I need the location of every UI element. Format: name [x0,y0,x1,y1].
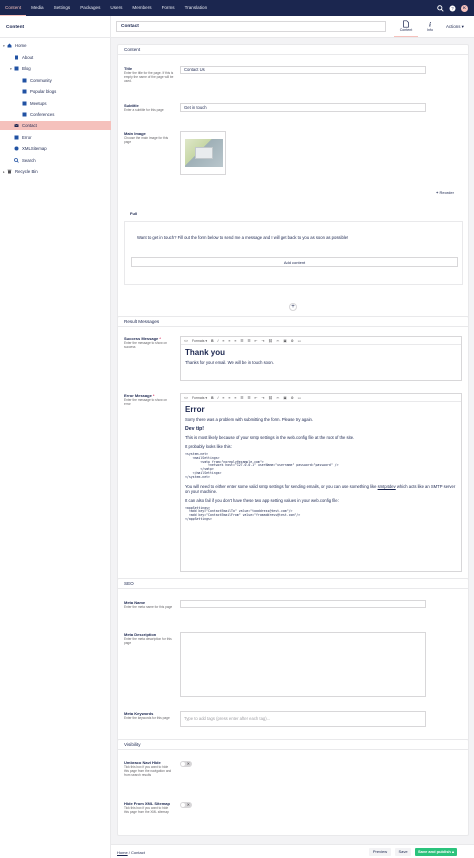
chevron-up-icon[interactable]: ▴ [452,849,455,854]
xml-sitemap-hide-toggle[interactable] [180,802,192,808]
app-content-tab[interactable] [394,18,418,37]
tree-label: Blog [22,66,31,71]
rte-paragraph: This is most likely because of your smtp settings in the web.config file at the root of the site. [185,435,355,440]
rte-content [181,402,461,529]
property-description: Enter a subtitle for this page [124,108,164,112]
align-right-icon[interactable]: ≡ [234,338,237,343]
bullet-list-icon[interactable]: ☰ [240,338,244,343]
nav-packages[interactable]: Packages [80,5,101,10]
embed-icon[interactable]: ▭ [297,395,301,400]
navi-hide-property [124,760,464,792]
group-title: Visibility [118,740,468,750]
property-description: Enter the meta name for this page [124,605,173,609]
tree-label: XMLSitemap [22,146,47,151]
header-tools [437,5,474,12]
rte-paragraph: You will need to either enter some valid smtp settings for sending emails, or you can use something like smtp4dev which acts like an SMTP server on your machine. [185,483,456,494]
tree-item-contact[interactable] [0,121,111,130]
actions-menu[interactable] [446,24,464,30]
rte-code-block: <system.net> <mailSettings> <smtp from="noreply@example.com"> <network host="127.0.0.1" userName="username" password="password" /> </smtp> </mailSettings> </system.net> [185,452,339,479]
close-icon: ✕ [186,802,190,807]
property-label: Hide From XML Sitemap [124,801,170,806]
rte-subheading: Dev tip! [185,426,205,432]
group-title: SEO [118,579,468,589]
breadcrumb-current: Contact [131,850,145,855]
breadcrumb-home[interactable]: Home [117,850,128,855]
property-label: Subtitle [124,103,139,108]
document-icon [22,78,27,83]
app-label: Info [427,28,433,32]
bold-icon[interactable]: B [211,338,214,343]
property-label: Meta Keywords [124,711,154,716]
grid-editor [124,221,463,285]
rte-toolbar [181,394,461,402]
code-icon[interactable]: <> [184,338,188,343]
tree-label: Meetups [30,100,47,106]
nav-media[interactable]: Media [31,5,44,10]
content-tree [0,16,111,858]
preview-button[interactable]: Preview [369,848,391,856]
tree-label: Community [30,77,52,83]
code-icon[interactable]: <> [184,395,188,400]
indent-icon[interactable]: ⇥ [261,395,265,400]
tree-item-blog[interactable] [0,64,111,73]
property-description: Tick this box if you want to hide this page from the XML sitemap [124,806,169,814]
link-icon[interactable]: ⛓ [268,395,273,400]
top-navigation [0,0,474,16]
smtp4dev-link[interactable]: smtp4dev [377,483,396,489]
user-avatar[interactable]: K [461,5,468,12]
tree-label: Popular blogs [30,89,57,94]
tree-label: Error [22,134,32,140]
align-center-icon[interactable]: ≡ [228,338,231,343]
tree-label: Search [22,157,36,163]
tree-item-about[interactable] [0,53,111,62]
rte-paragraph: Sorry there was a problem with submitting the form. Please try again. [185,417,314,422]
search-icon [14,158,19,163]
tree-label: Home [15,43,27,48]
app-info-tab[interactable] [418,18,442,37]
meta-name-property [124,600,464,618]
mail-icon [14,123,19,128]
link-icon[interactable]: ⛓ [268,338,273,343]
rte-paragraph: It probably looks like this: [185,444,232,449]
grid-text-cell[interactable]: Want to get in touch? Fill out the form below to send me a message and I will get back to you as soon as possible! [137,235,349,240]
error-icon [14,135,19,140]
navi-hide-toggle[interactable] [180,761,192,767]
align-center-icon[interactable]: ≡ [228,395,231,400]
rte-paragraph: It can also fail if you don't have these two app setting values in your web.config file: [185,497,339,503]
breadcrumb [117,850,145,855]
rte-paragraph: Thanks for your email. We will be in touch soon. [185,360,274,365]
editor-footer [111,844,474,858]
align-left-icon[interactable]: ≡ [222,338,225,343]
error-rich-text-editor[interactable] [180,393,462,572]
nav-settings[interactable]: Settings [53,5,71,10]
align-left-icon[interactable]: ≡ [222,395,225,400]
property-description: Enter the message to show on error [124,398,168,406]
subtitle-input[interactable]: Get in touch [180,103,426,112]
content-editor [111,16,474,858]
property-description: Choose the main image for this page [124,136,169,144]
numbered-list-icon[interactable]: ☰ [247,338,251,343]
group-title: Result Messages [118,317,468,327]
main-image-thumbnail[interactable] [185,139,223,167]
property-description: Enter the title for the page. If this is empty the name of the page will be used. [124,71,174,83]
align-right-icon[interactable]: ≡ [234,395,237,400]
seo-group [117,578,469,749]
content-group [117,44,469,319]
tree-item-error[interactable] [0,133,111,142]
meta-keywords-tag-input[interactable]: Type to add tags (press enter after each tag)... [180,711,426,727]
property-description: Enter the meta description for this page [124,637,172,645]
document-icon [22,89,27,94]
property-label: Title [124,66,133,71]
subtitle-property [124,103,464,117]
blog-icon [14,66,19,71]
trash-icon [7,169,12,174]
image-icon[interactable]: ▣ [283,395,287,400]
close-icon: ✕ [186,761,190,766]
info-icon [426,20,434,28]
nav-translation[interactable]: Translation [184,5,208,10]
property-label: Error Message * [124,393,155,398]
editor-apps [394,18,442,37]
image-picker[interactable] [180,131,226,175]
document-icon [22,101,27,106]
group-title: Content [118,45,468,55]
visibility-group [117,739,469,836]
bullet-list-icon[interactable]: ☰ [240,395,244,400]
tree-item-xmlsitemap[interactable] [0,144,111,153]
chevron-down-icon: ▾ [461,24,464,29]
search-icon[interactable] [437,5,444,12]
image-icon[interactable]: ▣ [283,338,287,343]
publish-label: Save and publish [417,849,451,854]
svg-text:i: i [429,21,431,28]
add-content-button[interactable]: Add content [131,257,458,267]
property-label: Meta Description [124,632,157,637]
property-description: Tick this box if you want to hide this page from the navigation and from search results [124,765,172,777]
unlink-icon[interactable]: ✂ [276,395,280,400]
title-input[interactable]: Contact Us [180,66,426,74]
node-name-input[interactable]: Contact [116,21,386,32]
tree-item-search[interactable] [0,156,111,165]
tree-title: Content [0,16,110,38]
outdent-icon[interactable]: ⇤ [254,338,258,343]
tree-item-community[interactable] [0,76,111,85]
help-icon[interactable] [449,5,456,12]
rte-toolbar [181,337,461,345]
bold-icon[interactable]: B [211,395,214,400]
plus-icon: + [291,304,295,310]
add-row-button[interactable] [289,303,297,311]
tree-label: Conferences [30,112,55,117]
actions-label: Actions [446,24,461,29]
meta-keywords-property [124,711,464,731]
nav-content[interactable]: Content [0,0,26,16]
caret-down-icon[interactable]: ▾ [10,66,12,71]
property-label: Success Message * [124,336,161,341]
property-label: Meta Name [124,600,146,605]
rte-heading: Error [185,405,205,414]
tree-item-conferences[interactable] [0,110,111,119]
editor-header [111,16,474,38]
italic-icon[interactable]: I [217,395,219,400]
svg-text:?: ? [451,5,454,11]
tree-label: Recycle Bin [15,169,38,174]
success-rich-text-editor[interactable] [180,336,462,381]
nav-forms[interactable]: Forms [161,5,175,10]
property-description: Enter the keywords for this page [124,716,170,720]
sitemap-icon [14,146,19,151]
title-property [124,66,464,88]
macro-icon[interactable]: ⚙ [290,338,294,343]
caret-right-icon[interactable]: ▸ [3,169,5,174]
tree-item-meetups[interactable] [0,99,111,108]
home-icon [7,43,12,48]
italic-icon[interactable]: I [217,338,219,343]
macro-icon[interactable]: ⚙ [290,395,294,400]
tree-item-home[interactable] [0,41,111,50]
tree-item-recycle-bin[interactable] [0,167,111,176]
nav-users[interactable]: Users [110,5,123,10]
rte-content [181,345,461,372]
tree-label: Contact [22,123,37,128]
formats-dropdown[interactable]: Formats ▾ [191,395,208,400]
unlink-icon[interactable]: ✂ [276,338,280,343]
nav-members[interactable]: Members [132,5,152,10]
save-button[interactable]: Save [395,848,411,856]
meta-name-input[interactable] [180,600,426,608]
success-message-property [124,336,464,382]
numbered-list-icon[interactable]: ☰ [247,395,251,400]
caret-down-icon[interactable]: ▾ [3,43,5,48]
document-icon [402,20,410,28]
result-messages-group [117,316,469,584]
rte-heading: Thank you [185,348,226,357]
reorder-button[interactable] [436,190,454,195]
rte-code-block: <appSettings> <add key="ContactEmailTo" value="toaddress@test.com"/> <add key="ContactEmailFrom" value="fromaddress@test.com"/> </appSettings> [185,505,301,521]
grid-label: Full [130,211,138,216]
save-and-publish-button[interactable] [415,848,457,856]
tree-label: About [22,54,34,60]
plus-icon: + [436,190,439,195]
meta-description-property [124,632,464,702]
reorder-label: Reorder [439,190,454,195]
error-message-property [124,393,464,573]
property-description: Enter the message to show on success [124,341,168,349]
app-label: Content [399,28,413,32]
indent-icon[interactable]: ⇥ [261,338,265,343]
embed-icon[interactable]: ▭ [297,338,301,343]
tree-item-popular-blogs[interactable] [0,87,111,96]
formats-dropdown[interactable]: Formats ▾ [191,338,208,343]
property-label: Umbraco Navi Hide [124,760,161,765]
document-icon [14,55,19,60]
property-label: Main Image [124,131,146,136]
meta-description-textarea[interactable] [180,632,426,697]
xml-sitemap-hide-property [124,801,464,829]
document-icon [22,112,27,117]
outdent-icon[interactable]: ⇤ [254,395,258,400]
main-image-property [124,131,464,177]
section-nav [0,0,212,16]
breadcrumb-separator: / [128,850,130,855]
